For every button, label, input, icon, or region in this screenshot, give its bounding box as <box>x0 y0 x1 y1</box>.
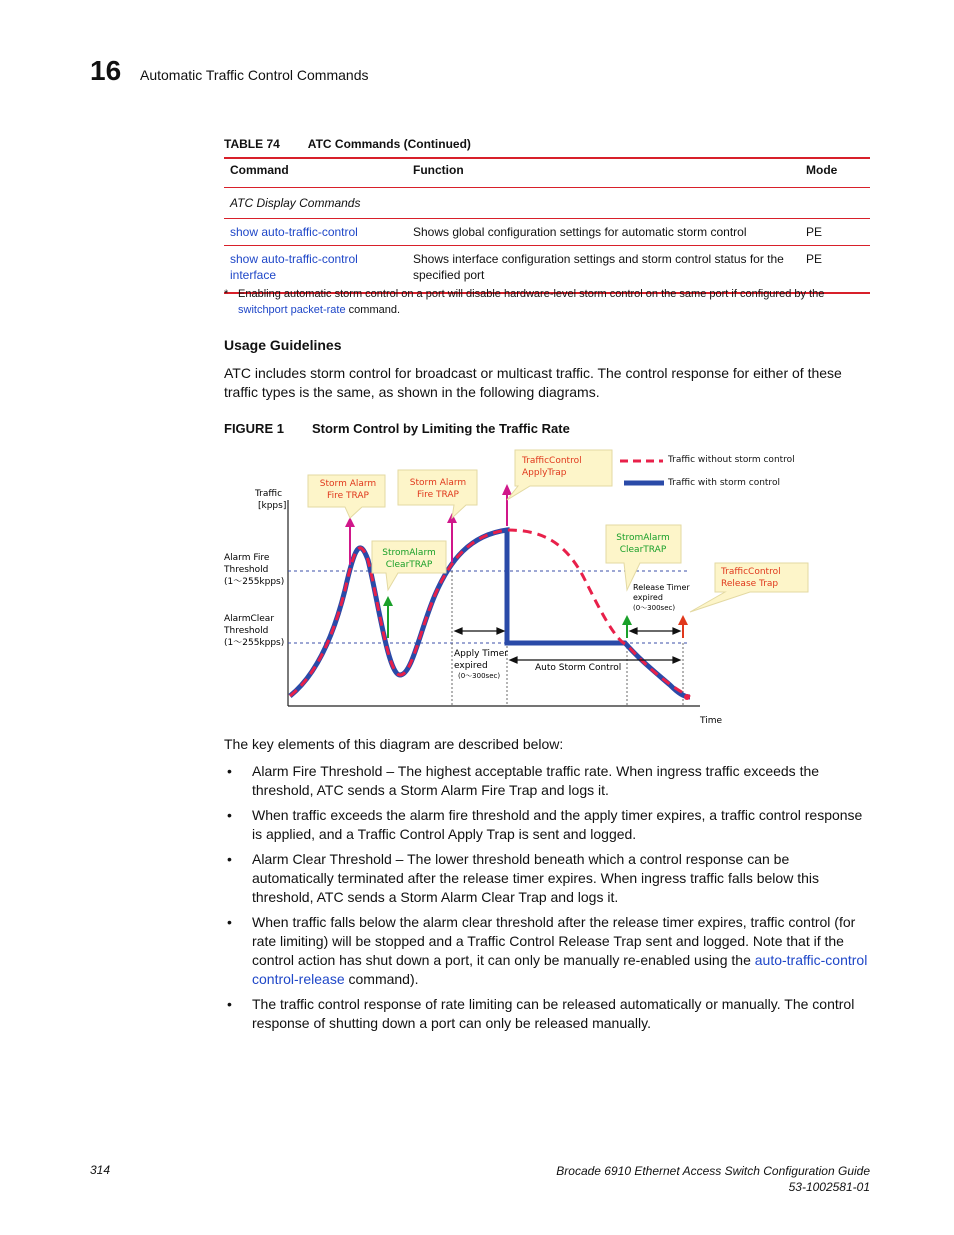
table-footnote <box>224 286 870 318</box>
callout-storm-fire-2 <box>398 470 477 518</box>
page-number: 314 <box>90 1163 111 1177</box>
function-cell: Shows interface configuration settings and storm control status for the specified port <box>407 246 800 294</box>
figure-title: Storm Control by Limiting the Traffic Rate <box>311 421 570 436</box>
table-header-row <box>224 158 870 188</box>
control-release-link[interactable]: auto-traffic-control control-release <box>252 952 868 987</box>
storm-control-diagram <box>220 445 820 735</box>
usage-intro: ATC includes storm control for broadcast or multicast traffic. The control response for either of these traffic types is the same, as shown in the following diagrams. <box>224 365 842 400</box>
footer-doc-info <box>556 1163 870 1195</box>
bullet-text: The traffic control response of rate limiting can be released automatically or manually. The control response of shutting down a port can only be released manually. <box>252 996 855 1031</box>
callout-storm-fire-1 <box>308 475 385 518</box>
callout-text: Fire TRAP <box>327 491 369 501</box>
usage-heading: Usage Guidelines <box>224 337 342 353</box>
callout-clear-1 <box>372 541 446 590</box>
footnote-mark: * <box>224 288 229 300</box>
callout-text: Fire TRAP <box>417 490 459 500</box>
bullet-text: When traffic falls below the alarm clear threshold after the release timer expires, traffic control (for rate limiting) will be stopped and a Traffic Control Release Trap sent and logged. Note that if the control action has shut down a port, it can only be manually re-enabled using the <box>252 914 856 968</box>
col-header-mode: Mode <box>800 158 870 188</box>
clear-threshold-label: (1〜255kpps) <box>224 638 285 648</box>
bullet-text: Alarm Clear Threshold – The lower threshold beneath which a control response can be automatically terminated after the release timer expires. When ingress traffic falls below this threshold, ATC sends a Storm Alarm Clear Trap and logs it. <box>252 851 819 905</box>
apply-timer-label: Apply Timer <box>454 649 508 659</box>
footnote-link[interactable]: switchport packet-rate <box>238 304 346 316</box>
clear-threshold-label: Threshold <box>224 626 269 636</box>
list-item: • Alarm Fire Threshold – The highest acceptable traffic rate. When ingress traffic exceeds the threshold, ATC sends a Storm Alarm Fire Trap and logs it. <box>227 763 820 798</box>
table-section-row <box>224 188 870 219</box>
callout-text: Release Trap <box>721 579 779 589</box>
callout-text: StromAlarm <box>616 533 670 543</box>
apply-timer-label: expired <box>454 661 488 671</box>
callout-text: ApplyTrap <box>522 468 567 478</box>
x-axis-label: Time <box>700 716 723 726</box>
figure-caption <box>224 421 598 436</box>
fire-threshold-label: Threshold <box>224 565 269 575</box>
bullet-tail: command). <box>344 971 419 987</box>
clear-arrow-2 <box>622 615 632 638</box>
release-timer-label: expired <box>633 593 663 602</box>
apply-timer-label: (0〜300sec) <box>458 672 501 680</box>
footnote-tail: command. <box>348 304 401 316</box>
release-timer-label: Release Timer <box>633 583 690 592</box>
col-header-function: Function <box>407 158 800 188</box>
list-item: • The traffic control response of rate limiting can be released automatically or manually. The control response of shutting down a port can only be released manually. <box>227 996 855 1031</box>
mode-cell: PE <box>800 246 870 294</box>
auto-storm-label: Auto Storm Control <box>535 663 622 673</box>
fire-threshold-label: (1〜255kpps) <box>224 577 285 587</box>
callout-text: Storm Alarm <box>409 478 467 488</box>
doc-title: Brocade 6910 Ethernet Access Switch Configuration Guide <box>556 1164 870 1178</box>
release-timer-label: (0〜300sec) <box>633 604 676 612</box>
curve-end-dot <box>684 694 690 700</box>
apply-arrow <box>502 484 512 526</box>
clear-threshold-label: AlarmClear <box>224 614 275 624</box>
chapter-number: 16 <box>90 55 122 86</box>
legend-without-label: Traffic without storm control <box>668 455 795 465</box>
footnote-text: Enabling automatic storm control on a port will disable hardware-level storm control on the same port if configured by the <box>238 288 825 300</box>
mode-cell: PE <box>800 219 870 246</box>
table-title: ATC Commands (Continued) <box>307 137 471 151</box>
callout-text: ClearTRAP <box>385 560 433 570</box>
y-axis-unit: [kpps] <box>258 501 287 511</box>
command-link[interactable]: show auto-traffic-control <box>230 225 358 239</box>
fire-arrow-2 <box>447 513 457 562</box>
function-cell: Shows global configuration settings for automatic storm control <box>407 219 800 246</box>
list-item: • When traffic falls below the alarm clear threshold after the release timer expires, traffic control (for rate limiting) will be stopped and a Traffic Control Release Trap sent and logged. Note that if the control action has shut down a port, it can only be manually re-enabled using the auto-traffic-control control-release command). <box>227 914 868 987</box>
key-intro: The key elements of this diagram are described below: <box>224 736 564 752</box>
table-row <box>224 219 870 246</box>
atc-commands-table <box>224 157 870 294</box>
list-item: • Alarm Clear Threshold – The lower threshold beneath which a control response can be automatically terminated after the release timer expires. When ingress traffic falls below this threshold, ATC sends a Storm Alarm Clear Trap and logs it. <box>227 851 819 905</box>
table-label: TABLE 74 <box>224 137 280 151</box>
figure-label: FIGURE 1 <box>224 421 284 436</box>
legend-with-label: Traffic with storm control <box>668 478 780 488</box>
bullet-text: Alarm Fire Threshold – The highest acceptable traffic rate. When ingress traffic exceeds the threshold, ATC sends a Storm Alarm Fire Trap and logs it. <box>252 763 820 798</box>
callout-clear-2 <box>606 525 681 590</box>
callout-apply-trap <box>507 450 612 500</box>
y-axis-label: Traffic <box>255 489 283 499</box>
col-header-command: Command <box>224 158 407 188</box>
apply-timer-span <box>455 628 504 634</box>
doc-number: 53-1002581-01 <box>788 1180 870 1194</box>
callout-text: TrafficControl <box>522 456 582 466</box>
release-arrow <box>678 615 688 638</box>
callout-text: ClearTRAP <box>619 545 667 555</box>
callout-text: TrafficControl <box>721 567 781 577</box>
command-link[interactable]: show auto-traffic-control interface <box>230 252 358 282</box>
key-elements-list <box>224 762 870 1039</box>
fire-threshold-label: Alarm Fire <box>224 553 270 563</box>
callout-text: StromAlarm <box>382 548 436 558</box>
table-caption <box>224 137 499 151</box>
release-timer-span <box>630 628 680 634</box>
callout-text: Storm Alarm <box>319 479 377 489</box>
callout-release-trap <box>690 563 808 612</box>
section-label: ATC Display Commands <box>224 188 870 219</box>
chapter-title: Automatic Traffic Control Commands <box>140 67 369 83</box>
bullet-text: When traffic exceeds the alarm fire threshold and the apply timer expires, a traffic control response is applied, and a Traffic Control Apply Trap is sent and logged. <box>252 807 863 842</box>
list-item: • When traffic exceeds the alarm fire threshold and the apply timer expires, a traffic control response is applied, and a Traffic Control Apply Trap is sent and logged. <box>227 807 863 842</box>
